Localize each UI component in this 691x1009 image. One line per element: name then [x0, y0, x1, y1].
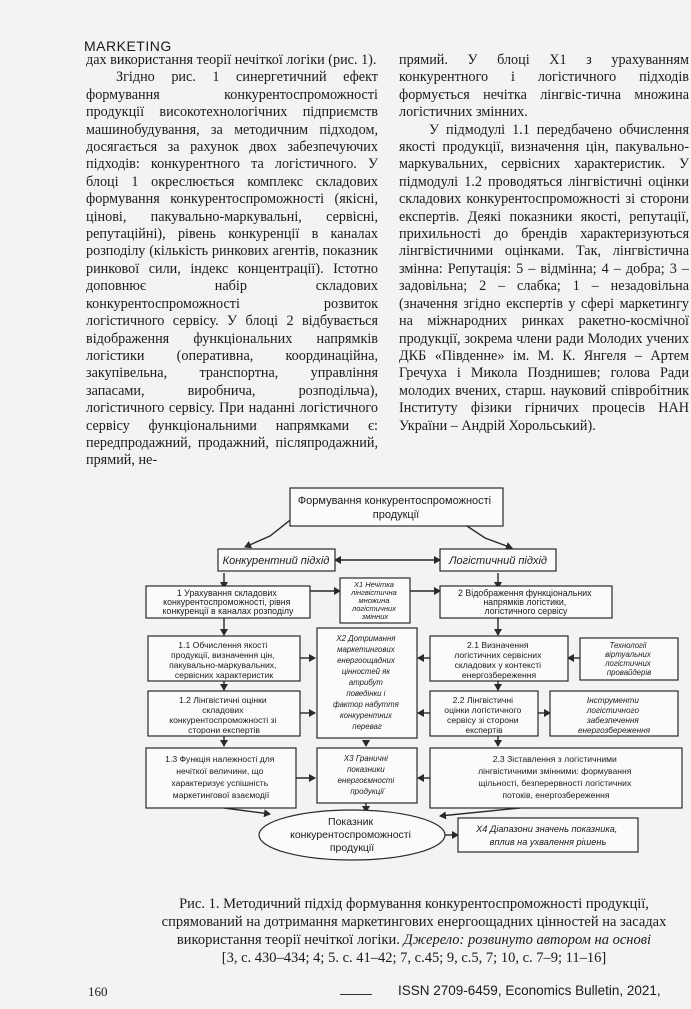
diagram-x4-line-1: Х4 Діапазони значень показника, [476, 824, 618, 834]
diagram-b11-line-2: продукції, визначення цін, [171, 650, 275, 660]
svg-text:2.1 Визначення логістичн [454, 640, 544, 680]
diagram-b13-line-1: 1.3 Функція належності для [165, 754, 275, 764]
diagram-b12-line-3: конкурентоспроможності зі [169, 715, 277, 725]
diagram-x1-line-4: логістичних [352, 604, 396, 613]
diagram-oval-line-1: Показник [328, 816, 374, 828]
diagram-block2-line-3: логістичного сервісу [484, 606, 568, 616]
right-column [399, 52, 689, 435]
diagram-tech-line-2: віртуальних [605, 650, 651, 659]
diagram-x2-line-3: енергоощадних [337, 656, 395, 665]
diagram-b13-line-3: характеризує успішність [171, 778, 269, 788]
right-paragraph-1: прямий. У блоці Х1 з урахуванням конкурентного і логістичного підходів формується нечітка лінгвіс-тична множина логістичних змінних. [399, 52, 689, 121]
diagram-b22-line-1: 2.2 Лінгвістичні [452, 695, 514, 705]
diagram-b21-line-1: 2.1 Визначення [467, 640, 529, 650]
diagram-tech-line-3: логістичних [605, 659, 651, 668]
diagram-instr-line-3: забезпечення [586, 716, 639, 725]
diagram-x3-line-4: продукції [350, 787, 384, 796]
diagram-oval-line-2: конкурентоспроможності [290, 829, 411, 841]
diagram-x2-line-9: переваг [352, 722, 382, 731]
diagram-b23-line-4: потоків, енергозбереження [502, 790, 610, 800]
diagram-x3-line-2: показники [347, 765, 385, 774]
diagram-x4-line-2: вплив на ухвалення рішень [489, 837, 607, 847]
svg-text:1.1 Обчислення якості пр [169, 640, 279, 680]
diagram-x2-line-7: фактор набуття [333, 700, 399, 709]
diagram-b11-line-1: 1.1 Обчислення якості [178, 640, 268, 650]
diagram-block2-line-1: 2 Відображення функціональних [458, 588, 592, 598]
diagram-b12-line-1: 1.2 Лінгвістичні оцінки [178, 695, 267, 705]
diagram-competitive-approach: Конкурентний підхід [222, 555, 330, 567]
diagram-x2-line-1: Х2 Дотримання [336, 634, 396, 643]
figure-caption [140, 895, 688, 967]
left-paragraph-2: Згідно рис. 1 синергетичний ефект формування конкурентоспроможності продукції високотехнологічних підприємств машинобудування, за методичним підходом, досягається за рахунок двох забезпечуючих підходів: конкурентного та логістичного. У блоці 1 окреслюється комплекс складових формування конкурентоспроможності (якісні, цінові, пакувально-маркувальні, сервісні, репутаційні), рівень конкуренції в каналах розподілу (кількість ринкових агентів, показник ринкової сили, індекс концентрації). Істотно доповнює набір складових конкурентоспроможності розвиток логістичного сервісу. У блоці 2 відбувається відображення функціональних напрямків логістики (оперативна, координаційна, закупівельна, транспортна, управління запасами, виробнича, розподільча), логістичного сервісу. При наданні логістичного сервісу функціональними напрямками є: передпродажний, продажний, післяпродажний, прямий, не- [86, 69, 378, 469]
diagram-b12-line-2: складових [202, 705, 244, 715]
diagram-instr-line-2: логістичного [586, 706, 640, 715]
diagram-x2-line-5: атрибут [348, 678, 383, 687]
diagram-b21-line-3: складових у контексті [454, 660, 542, 670]
diagram-x3-line-1: Х3 Граничні [343, 754, 388, 763]
diagram-b23-line-1: 2.3 Зіставлення з логістичними [492, 754, 617, 764]
svg-text:1 Урахування складових к [163, 588, 295, 616]
diagram-x3-line-3: енергоємності [337, 776, 395, 785]
diagram-tech-line-4: провайдерів [606, 668, 652, 677]
diagram-tech-line-1: Технології [609, 641, 647, 650]
diagram-b22-line-2: оцінки логістичного [444, 705, 522, 715]
diagram-x1-line-1: Х1 Нечітка [353, 580, 394, 589]
diagram-b13-line-4: маркетингової взаємодії [172, 790, 270, 800]
left-paragraph-1: дах використання теорії нечіткої логіки (рис. 1). [86, 52, 377, 68]
diagram-x2-line-8: конкурентних [339, 711, 392, 720]
diagram-block1-line-2: конкурентоспроможності, рівня [163, 597, 291, 607]
diagram-top-line-2: продукції [372, 509, 420, 521]
diagram-block1-line-1: 1 Урахування складових [176, 588, 277, 598]
diagram-b22-line-4: експертів [465, 725, 503, 735]
caption-main: Рис. 1. Методичний підхід формування конкурентоспроможності продукції, спрямований на дотримання маркетингових енергоощадних цінностей на засадах використання теорії нечіткої логіки. [161, 896, 667, 948]
diagram-instr-line-1: Інструменти [586, 696, 639, 705]
footer-journal: ISSN 2709-6459, Economics Bulletin, 2021, [398, 983, 661, 998]
running-header: MARKETING [84, 38, 172, 54]
diagram-b11-line-4: сервісних характеристик [174, 670, 274, 680]
diagram-x2-line-2: маркетингових [337, 645, 395, 654]
diagram-x2-line-4: цінностей як [341, 667, 391, 676]
diagram-oval-line-3: продукції [329, 842, 375, 854]
diagram-instr-line-4: енергозбереження [577, 726, 651, 735]
svg-text:Технології віртуальних [604, 641, 653, 677]
diagram-b11-line-3: пакувально-маркувальних, [169, 660, 277, 670]
diagram-x1-line-2: лінгвістична [351, 588, 397, 597]
page-number: 160 [88, 984, 108, 999]
diagram-block2-line-2: напрямків логістики, [483, 597, 567, 607]
diagram-block1-line-3: конкуренції в каналах розподілу [162, 606, 294, 616]
diagram-b13-line-2: нечіткої величини, що [176, 766, 264, 776]
diagram-top-line-1: Формування конкурентоспроможності [297, 495, 492, 507]
caption-source: Джерело: розвинуто автором на основі [403, 932, 652, 948]
diagram-b12-line-4: сторони експертів [188, 725, 260, 735]
diagram-x1-line-5: змінних [361, 612, 389, 621]
diagram-logistic-approach: Логістичний підхід [449, 555, 547, 567]
svg-text:Інструменти логістичного [578, 696, 651, 735]
caption-refs: [3, с. 430–434; 4; 5. с. 41–42; 7, с.45; 9, с.5, 7; 10, с. 7–9; 11–16] [221, 950, 607, 966]
footer-divider [340, 994, 372, 995]
method-diagram [140, 478, 688, 883]
diagram-b21-line-2: логістичних сервісних [454, 650, 542, 660]
left-column [86, 52, 378, 470]
diagram-b21-line-4: енергозбереження [461, 670, 537, 680]
right-paragraph-2: У підмодулі 1.1 передбачено обчислення якості продукції, визначення цін, пакувально-маркувальних, сервісних характеристик. У підмодулі 1.2 проводяться лінгвістичні оцінки складових конкурентоспроможності зі сторони експертів. Деякі показники якості, репутації, прихильності до брендів характеризуються лінгвістичними оцінками. Так, лінгвістична змінна: Репутація: 5 – відмінна; 4 – добра; 3 – задовільна; 2 – слабка; 1 – незадовільна (значення згідно експертів у сфері маркетингу на міжнародних ринках ракетно-космічної продукції, зокрема члени ради Молодих учених ДКБ «Південне» ім. М. К. Янгеля – Артем Гречуха і Микола Позднишев; голова Ради молодих вчених, старш. науковий співробітник Інституту фізики гірничих процесів НАН України – Андрій Хорольський). [399, 121, 689, 434]
diagram-b23-line-2: лінгвістичними змінними: формування [478, 766, 632, 776]
diagram-b23-line-3: щільності, безперервності логістичних [478, 778, 632, 788]
diagram-b22-line-3: сервісу зі сторони [447, 715, 519, 725]
diagram-x1-line-3: множина [358, 596, 390, 605]
diagram-x2-line-6: поведінки і [346, 689, 386, 698]
